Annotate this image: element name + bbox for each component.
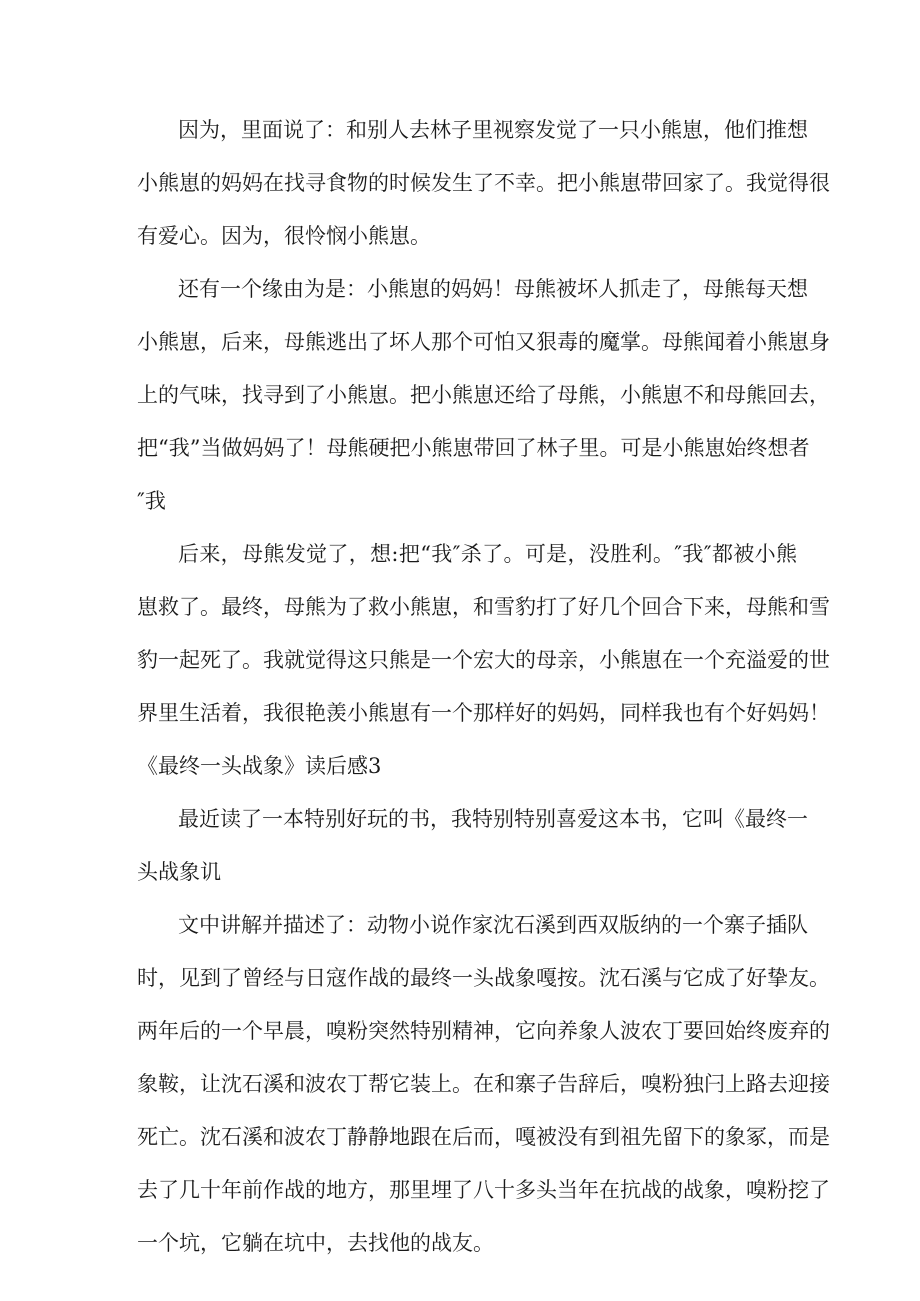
text-line: 后来，母熊发觉了，想:把“我″杀了。可是，没胜利。″我″都被小熊 [178,542,797,566]
text-line: 小熊崽的妈妈在找寻食物的时候发生了不幸。把小熊崽带回家了。我觉得很 [137,171,830,195]
text-line: 小熊崽，后来，母熊逃出了坏人那个可怕又狠毒的魔掌。母熊闻着小熊崽身 [137,330,830,354]
text-line: ″我 [137,489,166,513]
text-line: 还有一个缘由为是：小熊崽的妈妈！母熊被坏人抓走了，母熊每天想 [178,277,808,301]
text-line: 把“我”当做妈妈了！母熊硬把小熊崽带回了林子里。可是小熊崽始终想者 [137,436,810,460]
text-line: 象鞍，让沈石溪和波农丁帮它装上。在和寨子告辞后，嗅粉独闩上路去迎接 [137,1072,830,1096]
text-line: 因为，里面说了：和别人去林子里视察发觉了一只小熊崽，他们推想 [178,118,808,142]
text-line: 两年后的一个早晨，嗅粉突然特别精神，它向养象人波农丁要回始终废弃的 [137,1019,830,1043]
text-line: 头战象讥 [137,860,221,884]
text-line: 文中讲解并描述了：动物小说作家沈石溪到西双版纳的一个寨子插队 [178,913,808,937]
text-line: 死亡。沈石溪和波农丁静静地跟在后而，嘎被没有到祖先留下的象冢，而是 [137,1125,830,1149]
section-heading: 《最终一头战象》读后感3 [137,754,382,778]
text-line: 豹一起死了。我就觉得这只熊是一个宏大的母亲，小熊崽在一个充溢爱的世 [137,648,830,672]
text-line: 一个坑，它躺在坑中，去找他的战友。 [137,1231,494,1255]
text-line: 时，见到了曾经与日寇作战的最终一头战象嘎按。沈石溪与它成了好挚友。 [137,966,830,990]
text-line: 有爱心。因为，很怜悯小熊崽。 [137,224,431,248]
text-line: 去了几十年前作战的地方，那里埋了八十多头当年在抗战的战象，嗅粉挖了 [137,1178,830,1202]
text-line: 最近读了一本特别好玩的书，我特别特别喜爱这本书，它叫《最终一 [178,807,808,831]
text-line: 界里生活着，我很艳羡小熊崽有一个那样好的妈妈，同样我也有个好妈妈！ [137,701,830,725]
text-line: 崽救了。最终，母熊为了救小熊崽，和雪豹打了好几个回合下来，母熊和雪 [137,595,830,619]
text-line: 上的气味，找寻到了小熊崽。把小熊崽还给了母熊，小熊崽不和母熊回去， [137,383,830,407]
